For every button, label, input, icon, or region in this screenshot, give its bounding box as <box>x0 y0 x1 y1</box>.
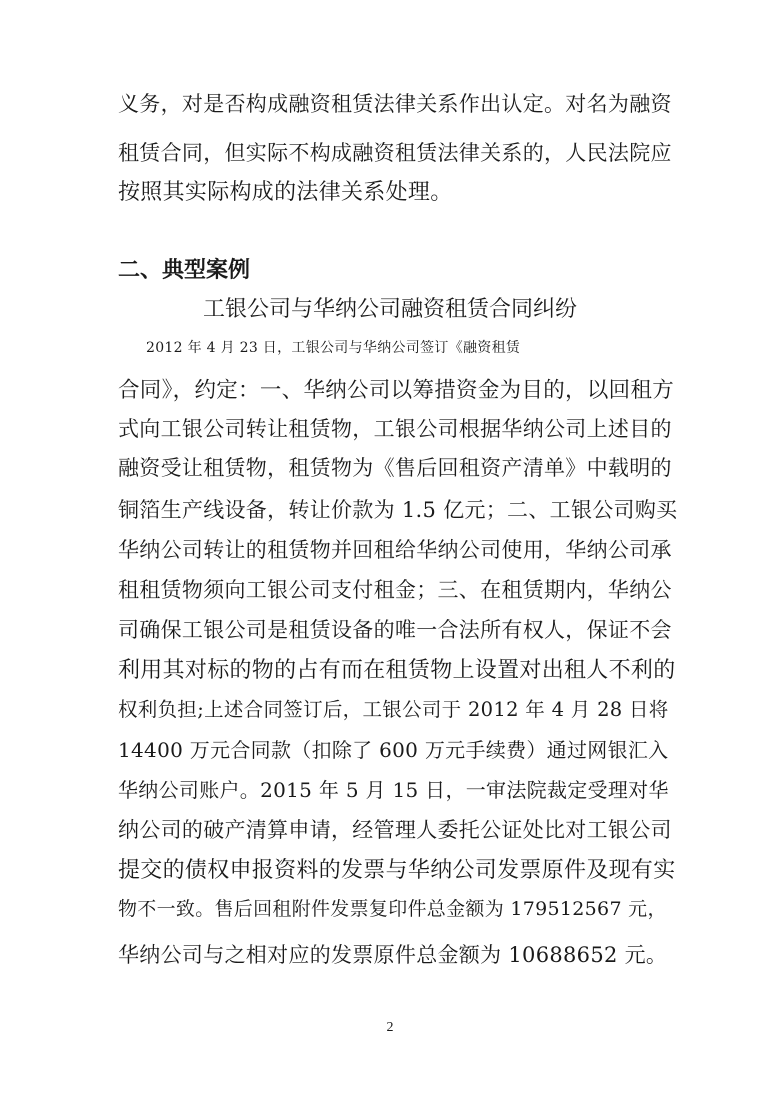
case-line-2: 合同》，约定：一、华纳公司以筹措资金为目的，以回租方 <box>118 378 675 403</box>
case-line-4: 融资受让租赁物，租赁物为《售后回租资产清单》中载明的 <box>118 456 672 480</box>
case-line-8: 司确保工银公司是租赁设备的唯一合法所有权人，保证不会 <box>118 618 672 642</box>
case-line-1: 2012 年 4 月 23 日，工银公司与华纳公司签订《融资租赁 <box>146 340 521 356</box>
case-title: 工银公司与华纳公司融资租赁合同纠纷 <box>202 297 577 322</box>
case-line-16: 华纳公司与之相对应的发票原件总金额为 10688652 元。 <box>118 943 668 967</box>
case-line-9: 利用其对标的物的占有而在租赁物上设置对出租人不利的 <box>118 658 676 683</box>
case-line-6: 华纳公司转让的租赁物并回租给华纳公司使用，华纳公司承 <box>118 538 672 562</box>
case-line-11: 14400 万元合同款（扣除了 600 万元手续费）通过网银汇入 <box>118 738 669 762</box>
intro-line-1: 义务，对是否构成融资租赁法律关系作出认定。对名为融资 <box>118 92 672 116</box>
case-line-7: 租租赁物须向工银公司支付租金；三、在租赁期内，华纳公 <box>118 578 672 602</box>
section-heading: 二、典型案例 <box>118 258 251 283</box>
case-line-10: 权利负担;上述合同签订后，工银公司于 2012 年 4 月 28 日将 <box>118 698 669 721</box>
intro-line-2: 租赁合同，但实际不构成融资租赁法律关系的，人民法院应 <box>118 141 672 165</box>
case-line-3: 式向工银公司转让租赁物，工银公司根据华纳公司上述目的 <box>118 417 672 441</box>
case-line-12: 华纳公司账户。2015 年 5 月 15 日，一审法院裁定受理对华 <box>118 778 669 802</box>
case-line-5: 铜箔生产线设备，转让价款为 1.5 亿元；二、工银公司购买 <box>118 498 678 522</box>
page-number: 2 <box>386 1020 394 1035</box>
case-line-15: 物不一致。售后回租附件发票复印件总金额为 179512567 元， <box>118 898 667 920</box>
intro-line-3: 按照其实际构成的法律关系处理。 <box>118 180 453 205</box>
case-line-13: 纳公司的破产清算申请，经管理人委托公证处比对工银公司 <box>118 818 672 842</box>
case-line-14: 提交的债权申报资料的发票与华纳公司发票原件及现有实 <box>118 858 676 883</box>
